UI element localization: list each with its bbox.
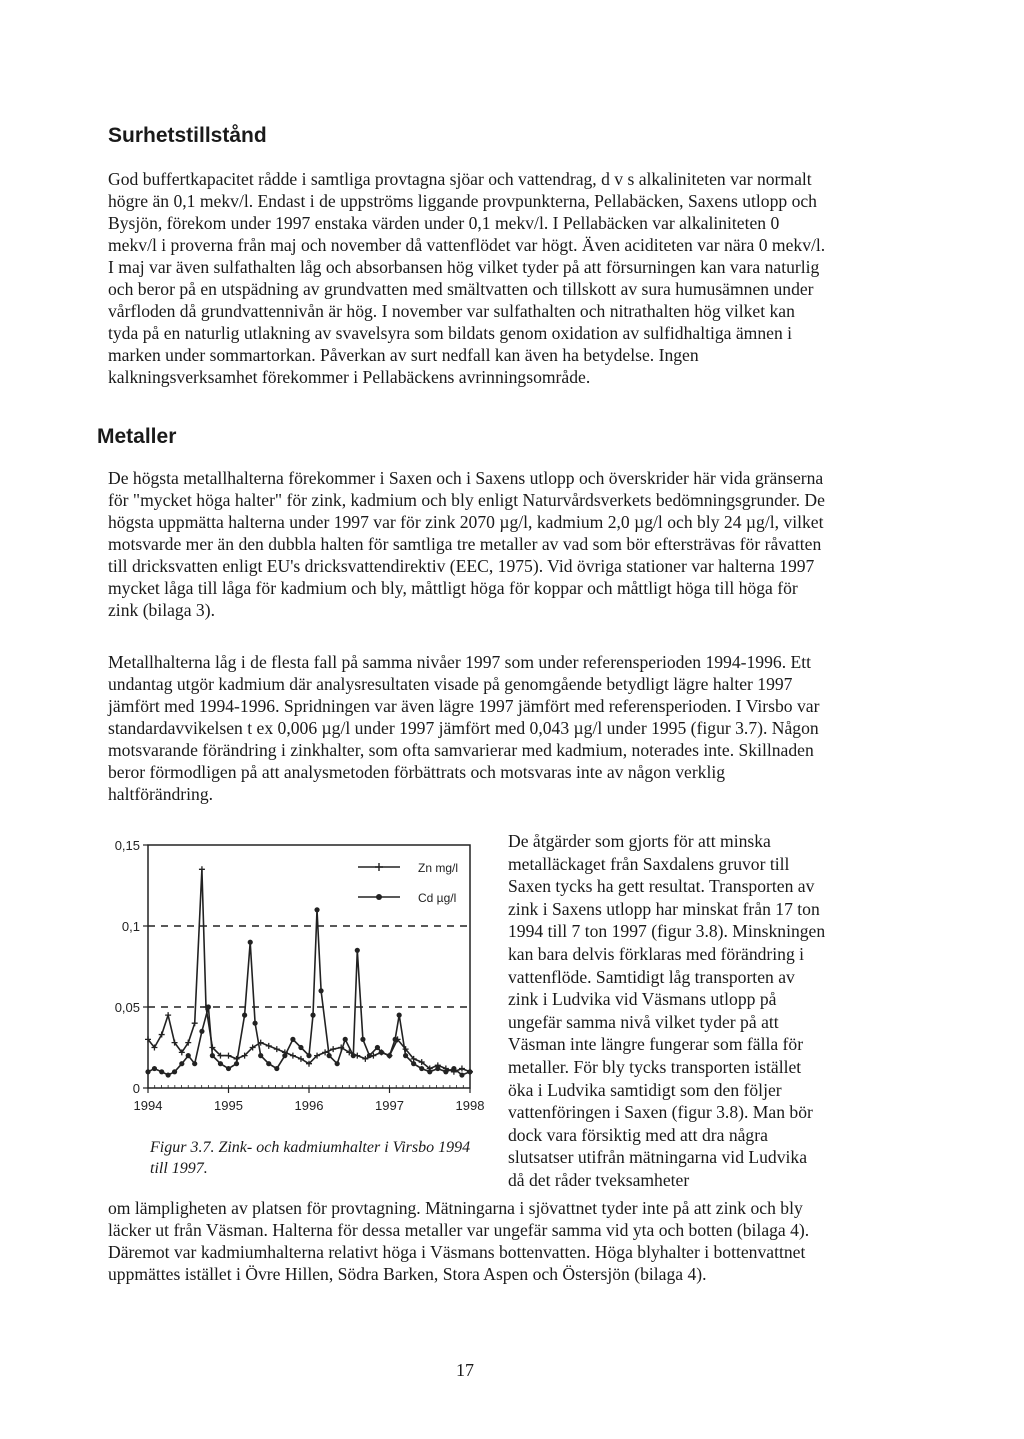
x-tick-label: 1996 [294,1098,324,1113]
cd-point [274,1066,279,1071]
figure-caption: Figur 3.7. Zink- och kadmiumhalter i Virsbo 1994 till 1997. [150,1139,471,1177]
cd-point [397,1013,402,1018]
cd-point [226,1066,231,1071]
paragraph-surhet: God buffertkapacitet rådde i samtliga provtagna sjöar och vattendrag, d v s alkaliniteten var normalt högre än 0,1 mekv/l. Endast i de uppströms liggande provpunkterna, Pellabäcken, Saxens utlopp och Bysjön, förekom under 1997 enstaka värden under 0,1 mekv/l. I Pellabäcken var alkaliniteten 0 mekv/l i proverna från maj och november då vattenflödet var högt. Även aciditeten var nära 0 mekv/l. I maj var även sulfathalten låg och absorbansen hög vilket tyder på att försurningen kan vara naturlig och beror på en utspädning av grundvatten med smältvatten och tillskott av sura humusämnen under vårfloden då grundvattennivån är hög. I november var sulfathalten och nitrathalten hög vilket kan tyda på en naturlig utlakning av svavelsyra som bildats genom oxidation av sulfidhaltiga ämnen i marken under sommartorkan. Påverkan av surt nedfall kan även ha betydelse. Ingen kalkningsverksamhet förekommer i Pellabäckens avrinningsområde. [108,169,826,387]
x-tick-label: 1997 [375,1098,404,1113]
legend-label: Zn mg/l [418,861,459,875]
zn-cd-chart [100,830,490,1120]
cd-point [379,1050,384,1055]
cd-point [318,988,323,993]
cd-point [186,1053,191,1058]
zn-point [266,1043,272,1049]
cd-point [451,1066,456,1071]
cd-point [266,1061,271,1066]
cd-point [258,1053,263,1058]
zn-point [199,866,205,872]
cd-point [355,948,360,953]
cd-point [192,1061,197,1066]
cd-point [443,1069,448,1074]
cd-point [145,1069,150,1074]
x-tick-label: 1995 [214,1098,243,1113]
paragraph-metaller-2: Metallhalterna låg i de flesta fall på samma nivåer 1997 som under referensperioden 1994-1996. Ett undantag utgör kadmium där analysresultaten visade på genomgående betydligt lägre halter 1997 jämfört med 1994-1996. Spridningen var även lägre 1997 jämfört med referensperioden. I Virsbo var standardavvikelsen t ex 0,006 µg/l under 1997 jämfört med 0,043 µg/l under 1995 (figur 3.7). Någon motsvarande förändring i zinkhalter, som ofta samvarierar med kadmium, noterades inte. Skillnaden beror förmodligen på att analysmetoden förbättrats och motsvaras inte av någon verklig haltförändring. [108,652,820,804]
cd-point [152,1066,157,1071]
cd-point [290,1037,295,1042]
cd-point [435,1066,440,1071]
cd-point [252,1021,257,1026]
cd-point [411,1061,416,1066]
cd-point [367,1053,372,1058]
paragraph-metaller-1: De högsta metallhalterna förekommer i Saxen och i Saxens utlopp och överskrider här vida gränserna för "mycket höga halter" för zink, kadmium och bly enligt Naturvårdsverkets bedömningsgrunder. De högsta uppmätta halterna under 1997 var för zink 2070 µg/l, kadmium 2,0 µg/l och bly 24 µg/l, vilket motsvarde mer än den dubbla halten för samtliga tre metaller av vad som bör eftersträvas för råvatten till dricksvatten enligt EU's dricksvattendirektiv (EEC, 1975). Vid övriga stationer var halterna 1997 mycket låga till låga för kadmium och bly, måttligt höga för koppar och måttligt höga till höga för zink (bilaga 3). [108,468,825,620]
zn-point [290,1053,296,1059]
zn-point [459,1066,465,1072]
cd-point [360,1037,365,1042]
cd-point [234,1061,239,1066]
y-tick-label: 0,15 [114,838,140,853]
cd-point [335,1061,340,1066]
cd-point [375,1045,380,1050]
page-number: 17 [456,1360,474,1380]
cd-point [459,1072,464,1077]
cd-point [351,1053,356,1058]
cd-point [467,1069,472,1074]
cd-point [298,1045,303,1050]
heading-metaller: Metaller [97,425,177,448]
heading-surhetstillstand: Surhetstillstånd [108,124,267,147]
y-tick-label: 0,1 [121,919,140,934]
cd-point [393,1037,398,1042]
legend-marker [376,894,382,900]
zn-point [165,1012,171,1018]
cd-point [242,1013,247,1018]
cd-point [210,1053,215,1058]
y-tick-label: 0,05 [114,1000,140,1015]
cd-point [314,907,319,912]
zn-point [192,1020,198,1026]
cd-point [248,940,253,945]
cd-point [403,1053,408,1058]
side-text: De åtgärder som gjorts för att minska metalläckaget från Saxdalens gruvor till Saxen tycks ha gett resultat. Transporten av zink i Saxens utlopp har minskat från 17 ton 1994 till 7 ton 1997 (figur 3.8). Minskningen kan bara delvis förklaras med förändring i vattenflöde. Samtidigt låg transporten av zink i Ludvika vid Väsmans utlopp på ungefär samma nivå vilket tyder på att Väsman inte längre fungerar som fälla för metaller. För bly tycks transporten istället öka i Ludvika samtidigt som den följer vattenföringen i Saxen (figur 3.8). Man bör dock vara försiktig med att dra några slutsatser utifrån mätningarna vid Ludvika då det råder tveksamheter [508,831,826,1190]
zn-point [226,1053,232,1059]
cd-point [306,1053,311,1058]
cd-point [427,1069,432,1074]
cd-point [206,1004,211,1009]
cd-point [310,1013,315,1018]
legend-label: Cd µg/l [418,891,457,905]
x-tick-label: 1994 [133,1098,163,1113]
cd-point [387,1053,392,1058]
cd-point [199,1029,204,1034]
chart-legend [358,861,458,905]
legend-marker [375,863,383,871]
cd-point [343,1037,348,1042]
cd-point [179,1061,184,1066]
zn-point [330,1046,336,1052]
cd-point [327,1053,332,1058]
cd-point [172,1069,177,1074]
cd-point [419,1066,424,1071]
x-tick-label: 1998 [455,1098,485,1113]
cd-point [159,1069,164,1074]
continuation-paragraph: om lämpligheten av platsen för provtagning. Mätningarna i sjövattnet tyder inte på att zink och bly läcker ut från Väsman. Halterna för dessa metaller var ungefär samma vid yta och botten (bilaga 4). Däremot var kadmiumhalterna relativt höga i Väsmans bottenvatten. Höga blyhalter i bottenvattnet uppmättes istället i Övre Hillen, Södra Barken, Stora Aspen och Östersjön (bilaga 4). [108,1198,810,1284]
cd-point [218,1061,223,1066]
y-tick-label: 0 [132,1081,140,1096]
zn-point [274,1046,280,1052]
cd-point [166,1072,171,1077]
cd-point [282,1053,287,1058]
